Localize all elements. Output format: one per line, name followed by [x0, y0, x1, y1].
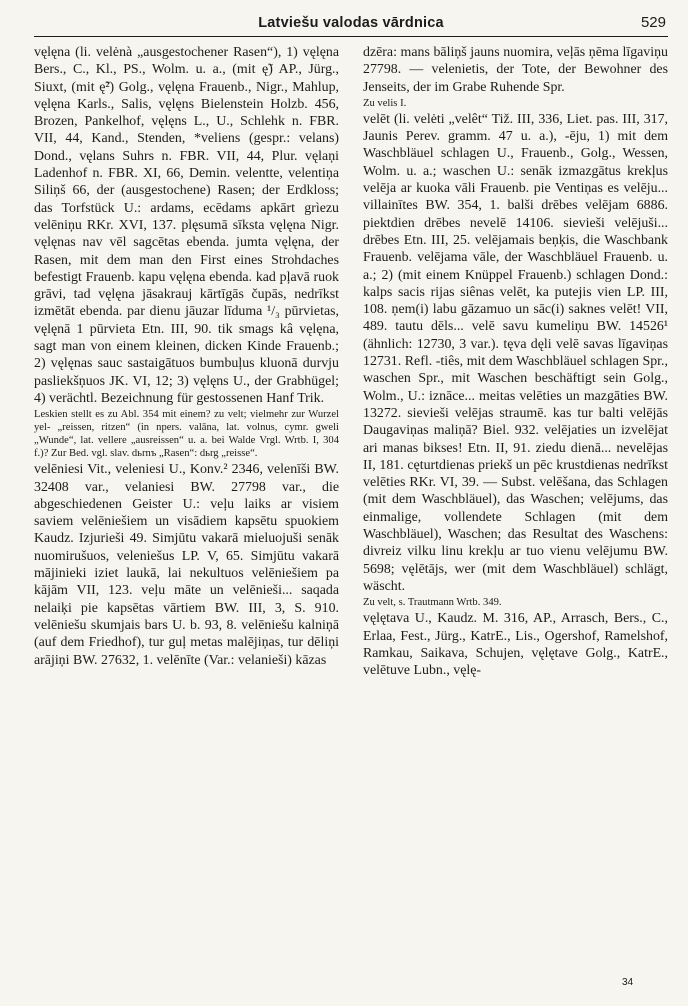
page-number: 529 [640, 14, 666, 31]
etymology-note-veleniesi: Zu velis I. [363, 97, 407, 109]
running-head [34, 14, 668, 37]
running-title: Latviešu valodas vārdnica [258, 15, 444, 31]
entry-veletava: vęlętava U., Kaudz. M. 316, AP., Arrasch, Bers., C., Erlaa, Fest., Jürg., KatrE., Lis., Ogershof, Ramelshof, Ramkau, Saikava, Schujen, vęlętave Golg., KatrE., velētuve Lubn., vęlę- [363, 611, 668, 679]
entry-velena: vęlęna (li. velėnà „ausgestochener Rasen“), 1) vęlęna Bers., C., Kl., PS., Wolm. u. a., (mit ę̃) AP., Jürg., Siuxt, (mit ę̃²) Golg., vęlęna Frauenb., Nigr., Mahlup, vęlęna Karls., Salis, vęlęns Bielenstein Holzb. 456, Brozen, Pankelhof, vęlęns L., U., Schlehk n. FBR. VII, 44, Kand., Stenden, *veliens (gespr.: velans) Dond., vęlans Suhrs n. FBR. VII, 44, Plur. vęlaņi Ladenhof n. FBR. XI, 66, Demin. velentte, velentiņa Siliņš 66, der (ausgestochene) Rasen; der Erdkloss; das Torfstück U.: ardams, ecēdams apkārt grìezu velēniņu RKr. XVI, 137. plęsumā sīksta vęlęna Nigr. vęlęnas nav vēl sagcētas ebenda. jumta vęlęna, der Rasen, mit dem man den First eines Strohdaches befestigt Frauenb. kapu vęlęna ebenda. kad pļavā ruok grāvi, tad vęlęna jāsakrauj kārtīgās čupās, nedrīkst izmētāt ebenda. par dienu jāuzar līduma ¹/₃ pūrvietas, vęlęnā 1 pūrvieta Etn. III, 90. tik smags kâ vęlęna, sagt man von einem kleinen, dicken Kinde Frauenb.; 2) vęlęnas sauc sastaigātuos bumbuļus kluonā durvju pasliekšņuos JK. VI, 12; 3) vęlęns U., der Grabhügel; 4) verächtl. Bezeichnung für gestossenen Hanf Trik. [34, 45, 339, 406]
right-column [363, 44, 668, 679]
text-columns [34, 44, 668, 679]
etymology-note-velena: Leskien stellt es zu Abl. 354 mit einem? zu velt; vielmehr zur Wurzel yel- „reissen, ritzen“ (in npers. valāna, lat. volnus, cymr. gweli „Wunde“, lat. vellere „ausreissen“ u. a. bei Walde Vrgl. Wrtb. I, 304 f.)? Zur Bed. vgl. slav. dьrnъ „Rasen“: dьrg „reisse“. [34, 409, 339, 460]
etymology-note-velet: Zu velt, s. Trautmann Wrtb. 349. [363, 597, 502, 609]
entry-veleniesi: velēniesi Vit., veleniesi U., Konv.² 2346, velenīši BW. 32408 var., velaniesi BW. 27798 var., die abgeschiedenen Geister U.: veļu laiks ar visiem saviem velēniešiem un visādiem kapsētu spuokiem Kaudz. Izjurieši 49. Simjūtu vakarā mieluojuši senāk nuomirušuos, veleniešus LP. V, 65. Simjūtu vakarā mājinieki iziet laukā, lai nekultuos velēniešiem pa kājām VII, 123. veļu māte un velēnieši... saqada nelaiķi pie kapsētas vārtiem BW. III, 3, S. 910. velēniešu skumjais bars U. b. 93, 8. velēniešu kalniņā (auf dem Friedhof), tur guļ metas malējiņas, tur dēliņi arājiņi BW. 27632, 1. velēnīte (Var.: velanieši) kāzas [34, 462, 339, 668]
left-column [34, 44, 339, 679]
signature-mark: 34 [622, 977, 634, 988]
entry-veleniesi-continued: dzēra: mans bāliņš jauns nuomira, veļās ņēma līgaviņu 27798. — velenietis, der Tote, der Bewohner des Jenseits, der im Grabe Ruhende Spr. [363, 45, 668, 95]
entry-velet: velēt (li. velėti „velêt“ Tiž. III, 336, Liet. pas. III, 317, Jaunis Perev. gramm. 47 u. a.), -ēju, 1) mit dem Waschbläuel schlagen U., Frauenb., Golg., Wessen, Wolm. u. a.; waschen U.: senāk izmazgātus krekļus velēja ar kuoka vāli Frauenb. pie Ventiņas es velēju... villainītes BW. 354, 1. balši drēbes velējam 6886. piektdien drēbes nevelē 14106. sievieši velējuši... drēbes Etn. III, 25. velējamais beņķis, die Waschbank Frauenb. velējama vāle, der Waschbläuel Frauenb. u. a.; 2) (mit einem Knüppel Frauenb.) schlagen Dond.: kalps sacis rijas siênas velēt, ka putejis vien LP. III, 108. ņem(i) labu gāzamuo un sāc(i) saknes velēt! VII, 489. tautu dēls... velē savu kumeliņu BW. 14526¹ (ähnlich: 12730, 3 var.). tęva dęli velē savas līgaviņas 12731. Refl. -tiês, mit dem Waschbläuel schlagen Spr., waschen Spr., mit Waschen beschäftigt sein Golg., Wolm., U.: iznāce... meitas velēties un mazgāties BW. 13272. sievieši velējas straumē. kas tur balti velējās Daugaviņas maliņā? Biel. 932. velējaties un izvelējat ari manas bikses! Etn. II, 91. ziedu dienā... nevelējas II, 181. cęturtdienas priekš un pēc krustdienas nedrīkst velēties RKr. VI, 39. — Subst. velēšana, das Schlagen (mit dem Waschbläuel), das Waschen; velējums, das einmalige, vollendete Schlagen (mit dem Waschbläuel), Waschen; das Resultat des Waschens: divreiz vilku linu krekļu ar tuo vienu velējumu BW. 5698; vęlētājs, wer (mit dem Waschbläuel) schlägt, wäscht. [363, 111, 668, 594]
